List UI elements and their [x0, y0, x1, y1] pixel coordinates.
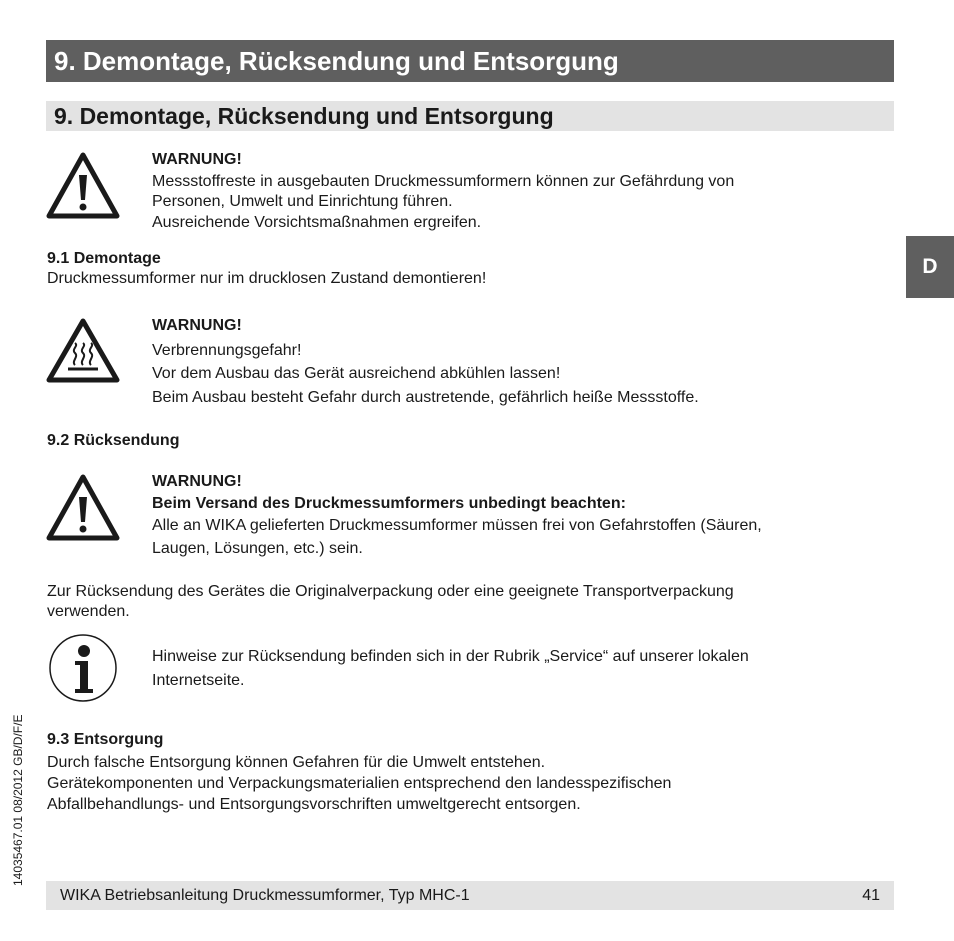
- warning-text-line: Messstoffreste in ausgebauten Druckmessumformern können zur Gefährdung von: [152, 173, 735, 190]
- footer: [46, 881, 894, 910]
- warning-text-line: Verbrennungsgefahr!: [152, 342, 302, 359]
- warning-text-line: Beim Ausbau besteht Gefahr durch austretende, gefährlich heiße Messstoffe.: [152, 389, 699, 406]
- language-tab[interactable]: [906, 236, 954, 298]
- warning-title: WARNUNG!: [152, 317, 242, 334]
- body-text-line: Gerätekomponenten und Verpackungsmaterialien entsprechend den landesspezifischen: [47, 775, 672, 792]
- section-text: Druckmessumformer nur im drucklosen Zustand demontieren!: [47, 270, 487, 287]
- info-text-line: Hinweise zur Rücksendung befinden sich in der Rubrik „Service“ auf unserer lokalen: [152, 648, 749, 665]
- section-heading: 9.1 Demontage: [47, 250, 161, 267]
- page-title: 9. Demontage, Rücksendung und Entsorgung: [46, 40, 894, 82]
- body-text-line: verwenden.: [47, 603, 130, 620]
- language-tab-label: D: [922, 255, 938, 278]
- warning-subtitle: Beim Versand des Druckmessumformers unbedingt beachten:: [152, 495, 626, 512]
- warning-text-line: Laugen, Lösungen, etc.) sein.: [152, 540, 363, 557]
- warning-text-line: Vor dem Ausbau das Gerät ausreichend abkühlen lassen!: [152, 365, 561, 382]
- warning-text-line: Alle an WIKA gelieferten Druckmessumformer müssen frei von Gefahrstoffen (Säuren,: [152, 517, 762, 534]
- warning-text-line: Ausreichende Vorsichtsmaßnahmen ergreifen.: [152, 214, 482, 231]
- section-title: 9. Demontage, Rücksendung und Entsorgung: [46, 101, 894, 131]
- page-number: 41: [862, 887, 880, 904]
- warning-triangle-icon: [46, 473, 120, 541]
- warning-text-line: Personen, Umwelt und Einrichtung führen.: [152, 193, 453, 210]
- warning-triangle-icon: [46, 151, 120, 219]
- section-heading: 9.2 Rücksendung: [47, 432, 180, 449]
- body-text-line: Abfallbehandlungs- und Entsorgungsvorschriften umweltgerecht entsorgen.: [47, 796, 581, 813]
- footer-text: WIKA Betriebsanleitung Druckmessumformer, Typ MHC-1: [60, 887, 470, 904]
- info-text-line: Internetseite.: [152, 672, 245, 689]
- body-text-line: Durch falsche Entsorgung können Gefahren für die Umwelt entstehen.: [47, 754, 546, 771]
- body-text-line: Zur Rücksendung des Gerätes die Originalverpackung oder eine geeignete Transportverpackung: [47, 583, 734, 600]
- warning-title: WARNUNG!: [152, 473, 242, 490]
- document-number: 14035467.01 08/2012 GB/D/F/E: [11, 714, 25, 886]
- warning-title: WARNUNG!: [152, 151, 242, 168]
- hot-surface-icon: [46, 317, 120, 383]
- info-icon: [48, 633, 118, 703]
- section-heading: 9.3 Entsorgung: [47, 731, 164, 748]
